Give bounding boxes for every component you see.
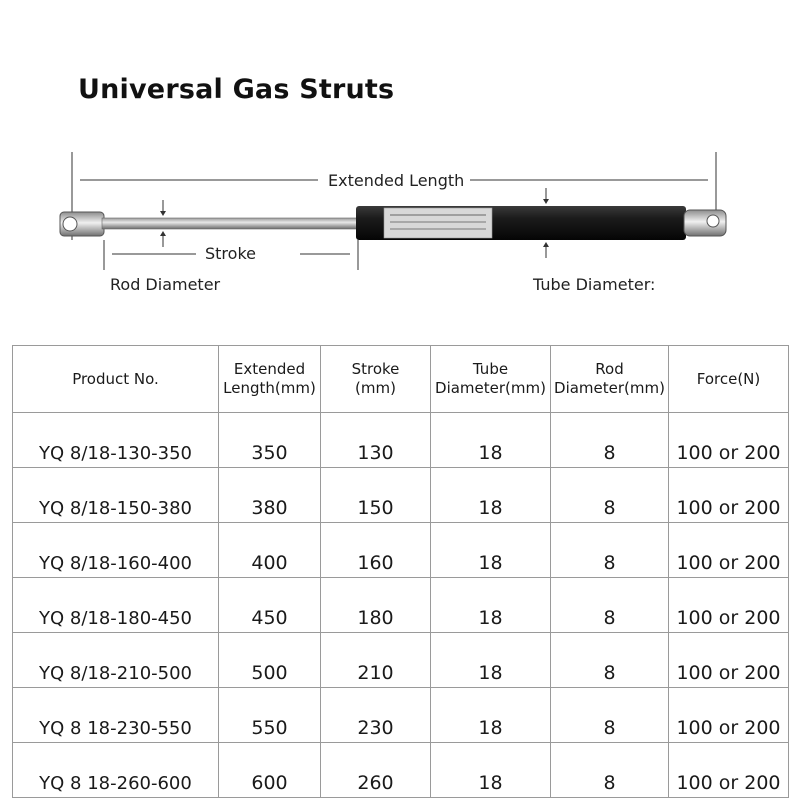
- cell-rod-diameter: 8: [551, 523, 669, 578]
- cell-tube-diameter: 18: [431, 413, 551, 468]
- header-line: Diameter(mm): [554, 379, 665, 397]
- cell-force: 100 or 200: [669, 468, 789, 523]
- table-row: [13, 743, 789, 798]
- cell-stroke: 150: [321, 468, 431, 523]
- cell-rod-diameter: 8: [551, 413, 669, 468]
- cell-tube-diameter: 18: [431, 688, 551, 743]
- header-tube-diameter: [431, 346, 551, 413]
- header-rod-diameter: [551, 346, 669, 413]
- header-line: (mm): [355, 379, 396, 397]
- cell-tube-diameter: 18: [431, 743, 551, 798]
- cell-force: 100 or 200: [669, 688, 789, 743]
- cell-force: 100 or 200: [669, 633, 789, 688]
- cell-stroke: 230: [321, 688, 431, 743]
- header-line: Force(N): [696, 369, 761, 388]
- cell-stroke: 160: [321, 523, 431, 578]
- cell-force: 100 or 200: [669, 413, 789, 468]
- cell-force: 100 or 200: [669, 523, 789, 578]
- table-row: [13, 413, 789, 468]
- table-row: [13, 688, 789, 743]
- spec-table: [12, 345, 789, 798]
- table-row: [13, 578, 789, 633]
- tube-end-fitting: [684, 210, 726, 236]
- cell-product-no: YQ 8 18-260-600: [13, 743, 219, 798]
- header-extended-length: [219, 346, 321, 413]
- cell-rod-diameter: 8: [551, 633, 669, 688]
- cell-tube-diameter: 18: [431, 468, 551, 523]
- cell-product-no: YQ 8 18-230-550: [13, 688, 219, 743]
- stroke-label: Stroke: [205, 244, 256, 263]
- cell-extended-length: 350: [219, 413, 321, 468]
- cell-rod-diameter: 8: [551, 468, 669, 523]
- cell-tube-diameter: 18: [431, 523, 551, 578]
- header-product-no: [13, 346, 219, 413]
- cell-force: 100 or 200: [669, 578, 789, 633]
- tube-diameter-label: Tube Diameter:: [533, 275, 656, 294]
- table-header-row: [13, 346, 789, 413]
- cell-extended-length: 380: [219, 468, 321, 523]
- header-line: Extended: [233, 360, 306, 378]
- rod-diameter-label: Rod Diameter: [110, 275, 221, 294]
- header-line: Rod: [595, 360, 624, 378]
- piston-rod: [102, 218, 360, 229]
- header-line: Tube: [472, 360, 509, 378]
- cell-stroke: 210: [321, 633, 431, 688]
- cell-product-no: YQ 8/18-150-380: [13, 468, 219, 523]
- header-line: Length(mm): [223, 379, 316, 397]
- cell-stroke: 260: [321, 743, 431, 798]
- header-line: Diameter(mm): [435, 379, 546, 397]
- cell-extended-length: 550: [219, 688, 321, 743]
- cell-product-no: YQ 8/18-160-400: [13, 523, 219, 578]
- cell-extended-length: 400: [219, 523, 321, 578]
- cylinder-tube: [356, 206, 686, 240]
- cell-extended-length: 600: [219, 743, 321, 798]
- header-line: Product No.: [72, 369, 159, 388]
- cell-tube-diameter: 18: [431, 633, 551, 688]
- cell-product-no: YQ 8/18-210-500: [13, 633, 219, 688]
- cell-extended-length: 450: [219, 578, 321, 633]
- cell-rod-diameter: 8: [551, 578, 669, 633]
- table-row: [13, 523, 789, 578]
- header-force: [669, 346, 789, 413]
- table-row: [13, 633, 789, 688]
- cell-rod-diameter: 8: [551, 743, 669, 798]
- rod-end-fitting: [60, 212, 104, 236]
- cell-rod-diameter: 8: [551, 688, 669, 743]
- cell-stroke: 130: [321, 413, 431, 468]
- cell-tube-diameter: 18: [431, 578, 551, 633]
- cell-stroke: 180: [321, 578, 431, 633]
- header-line: Stroke: [351, 360, 400, 378]
- gas-strut-diagram: [0, 140, 800, 310]
- header-stroke: [321, 346, 431, 413]
- cell-product-no: YQ 8/18-130-350: [13, 413, 219, 468]
- cell-force: 100 or 200: [669, 743, 789, 798]
- table-row: [13, 468, 789, 523]
- cell-product-no: YQ 8/18-180-450: [13, 578, 219, 633]
- extended-length-label: Extended Length: [328, 171, 465, 190]
- page-title: Universal Gas Struts: [78, 74, 395, 105]
- cell-extended-length: 500: [219, 633, 321, 688]
